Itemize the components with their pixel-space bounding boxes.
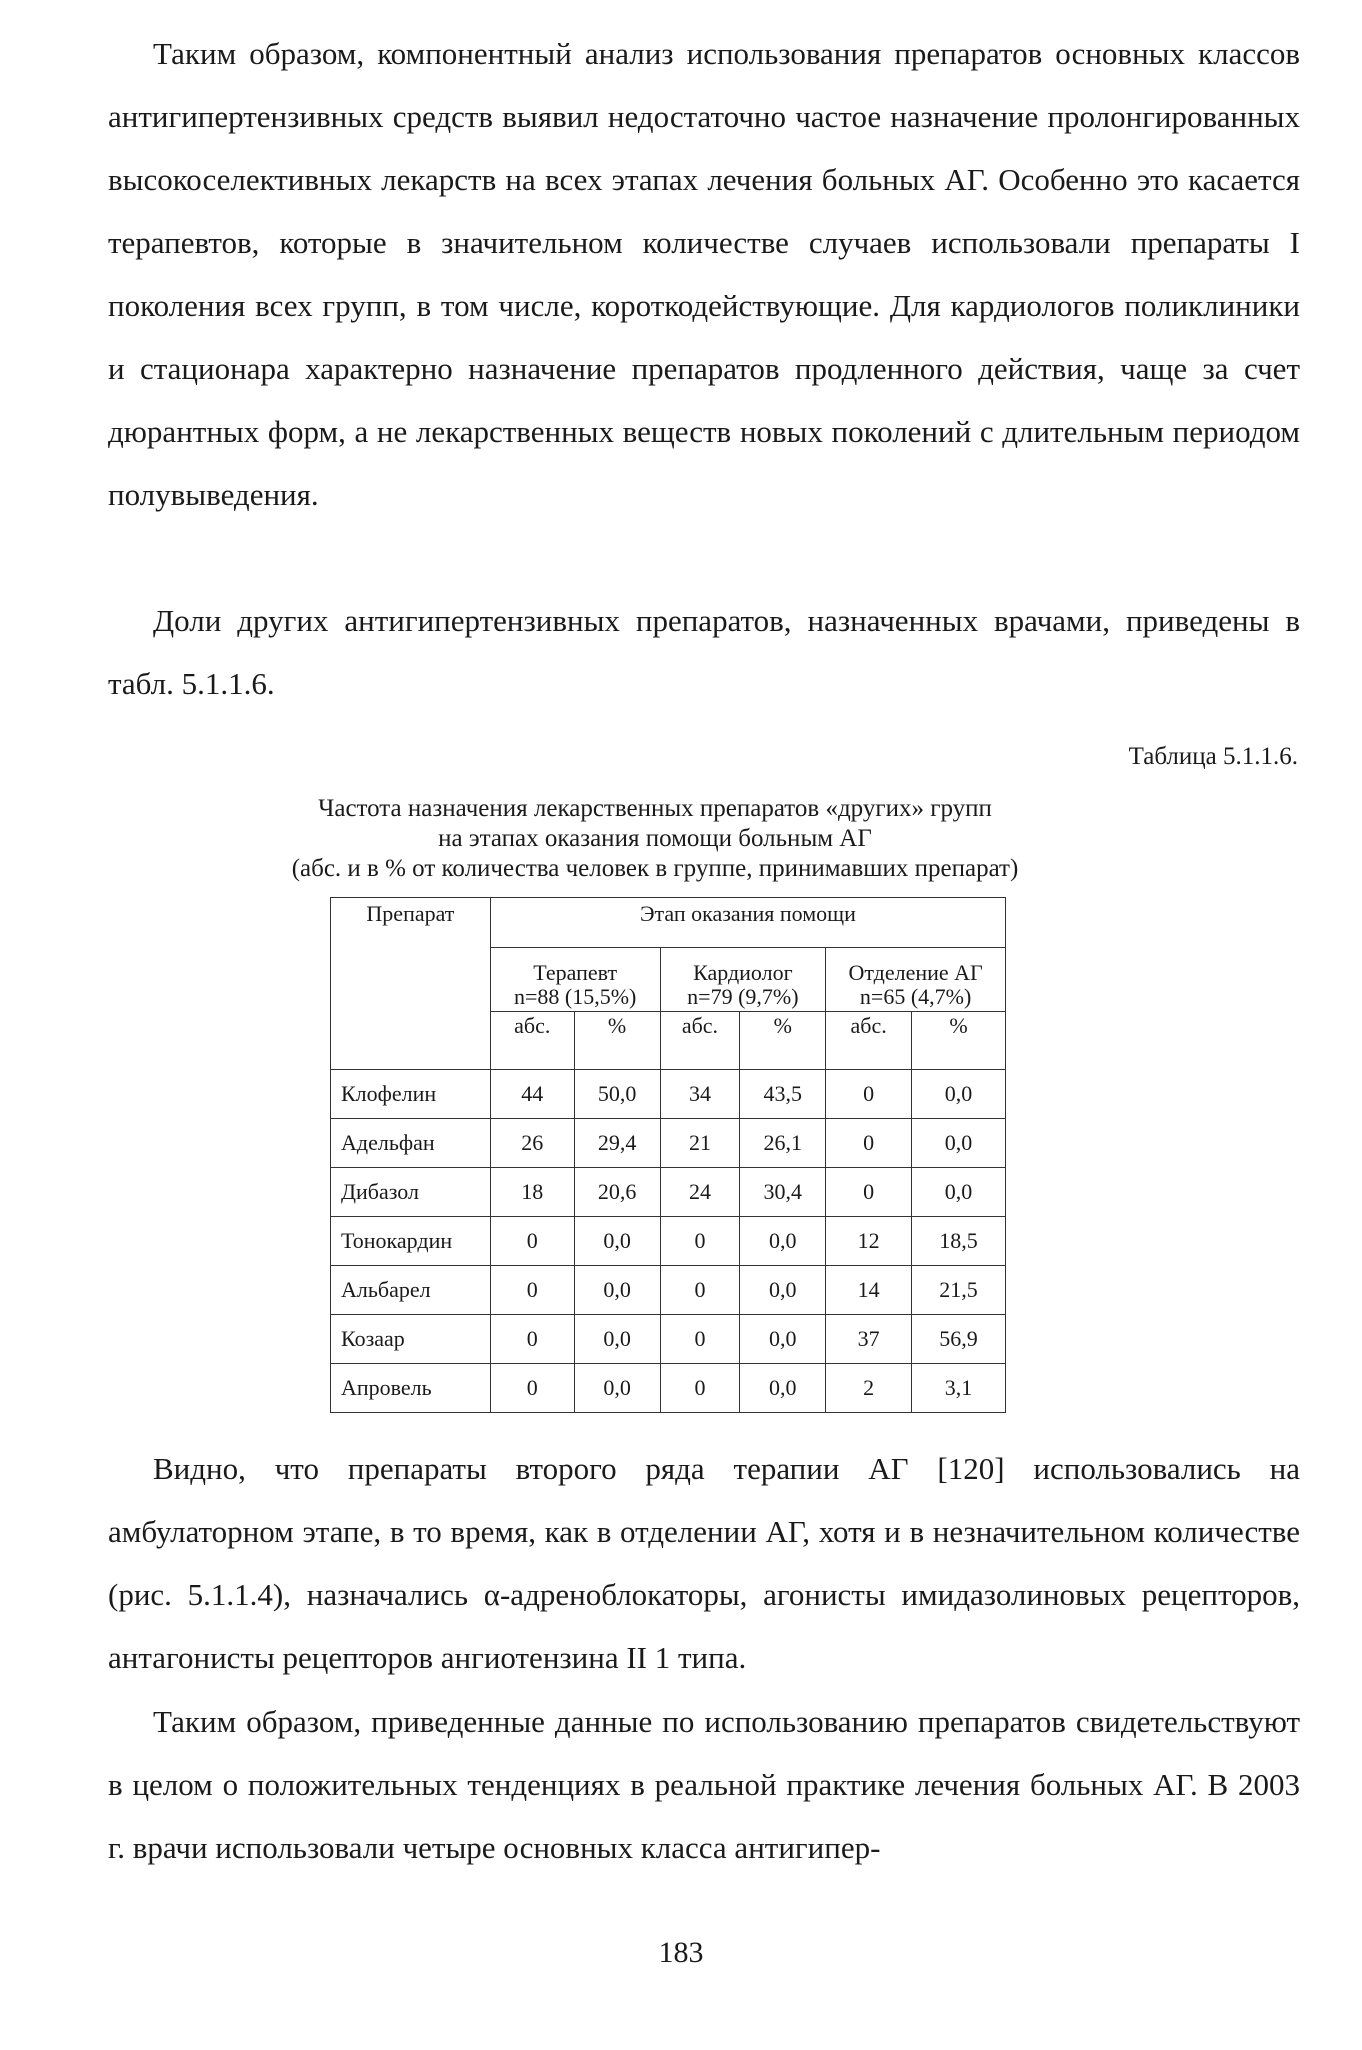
group-name: Терапевт — [533, 960, 618, 985]
table-row — [331, 1070, 1006, 1119]
header-abs: абс. — [826, 1012, 912, 1070]
drug-frequency-table — [330, 897, 1006, 1413]
cell-value: 37 — [826, 1315, 912, 1364]
cell-value: 44 — [490, 1070, 574, 1119]
header-pct: % — [912, 1012, 1006, 1070]
table-row — [331, 1217, 1006, 1266]
cell-value: 34 — [660, 1070, 740, 1119]
group-name: Отделение АГ — [848, 960, 983, 985]
table-label: Таблица 5.1.1.6. — [1128, 743, 1298, 770]
cell-value: 0,0 — [574, 1364, 660, 1413]
cell-value: 0,0 — [574, 1266, 660, 1315]
cell-value: 0,0 — [740, 1217, 826, 1266]
header-drug: Препарат — [331, 898, 491, 1070]
header-pct: % — [740, 1012, 826, 1070]
cell-value: 26,1 — [740, 1119, 826, 1168]
cell-value: 21,5 — [912, 1266, 1006, 1315]
table-row — [331, 1119, 1006, 1168]
cell-value: 30,4 — [740, 1168, 826, 1217]
header-abs: абс. — [490, 1012, 574, 1070]
paragraph-summary-components: Таким образом, компонентный анализ использования препаратов основных классов антигипертензивных средств выявил недостаточно частое назначение пролонгированных высокоселективных лекарств на всех этапах лечения больных АГ. Особенно это касается терапевтов, которые в значительном количестве случаев использовали препараты I поколения всех групп, в том числе, короткодействующие. Для кардиологов поликлиники и стационара характерно назначение препаратов продленного действия, чаще за счет дюрантных форм, а не лекарственных веществ новых поколений с длительным периодом полувыведения. — [108, 36, 1300, 512]
group-n: n=65 (4,7%) — [859, 984, 972, 1009]
cell-value: 12 — [826, 1217, 912, 1266]
cell-value: 0,0 — [740, 1364, 826, 1413]
cell-value: 0,0 — [574, 1217, 660, 1266]
drug-name: Козаар — [331, 1315, 491, 1364]
table-caption — [160, 794, 1150, 884]
table-caption-line: (абс. и в % от количества человек в группе, принимавших препарат) — [291, 855, 1019, 882]
paragraph-other-drugs-intro: Доли других антигипертензивных препаратов, назначенных врачами, приведены в табл. 5.1.1.6. — [108, 603, 1300, 701]
table-caption-line: Частота назначения лекарственных препаратов «других» групп — [318, 795, 992, 822]
header-group-ag-department — [826, 948, 1006, 1012]
drug-name: Дибазол — [331, 1168, 491, 1217]
cell-value: 0,0 — [740, 1266, 826, 1315]
cell-value: 3,1 — [912, 1364, 1006, 1413]
cell-value: 0,0 — [912, 1119, 1006, 1168]
cell-value: 18 — [490, 1168, 574, 1217]
cell-value: 14 — [826, 1266, 912, 1315]
table-row — [331, 1315, 1006, 1364]
cell-value: 0 — [660, 1315, 740, 1364]
cell-value: 0 — [490, 1266, 574, 1315]
cell-value: 0 — [490, 1364, 574, 1413]
cell-value: 0,0 — [912, 1168, 1006, 1217]
cell-value: 24 — [660, 1168, 740, 1217]
cell-value: 0,0 — [912, 1070, 1006, 1119]
cell-value: 43,5 — [740, 1070, 826, 1119]
table-row — [331, 1364, 1006, 1413]
header-group-therapist — [490, 948, 660, 1012]
header-pct: % — [574, 1012, 660, 1070]
page-number: 183 — [658, 1936, 704, 1969]
cell-value: 2 — [826, 1364, 912, 1413]
cell-value: 0,0 — [740, 1315, 826, 1364]
table-row — [331, 1266, 1006, 1315]
drug-name: Альбарел — [331, 1266, 491, 1315]
cell-value: 0 — [490, 1315, 574, 1364]
cell-value: 0 — [660, 1364, 740, 1413]
cell-value: 18,5 — [912, 1217, 1006, 1266]
table-row — [331, 1168, 1006, 1217]
table-caption-line: на этапах оказания помощи больным АГ — [438, 825, 872, 852]
cell-value: 56,9 — [912, 1315, 1006, 1364]
cell-value: 0 — [826, 1070, 912, 1119]
header-stage: Этап оказания помощи — [490, 898, 1005, 948]
drug-name: Клофелин — [331, 1070, 491, 1119]
cell-value: 0 — [826, 1168, 912, 1217]
cell-value: 0 — [826, 1119, 912, 1168]
cell-value: 0 — [490, 1217, 574, 1266]
group-n: n=79 (9,7%) — [687, 984, 799, 1009]
header-group-cardiologist — [660, 948, 826, 1012]
cell-value: 50,0 — [574, 1070, 660, 1119]
paragraph-second-line-drugs: Видно, что препараты второго ряда терапии АГ [120] использовались на амбулаторном этапе, в то время, как в отделении АГ, хотя и в незначительном количестве (рис. 5.1.1.4), назначались α-адреноблокаторы, агонисты имидазолиновых рецепторов, антагонисты рецепторов ангиотензина II 1 типа. — [108, 1451, 1300, 1675]
cell-value: 0,0 — [574, 1315, 660, 1364]
header-abs: абс. — [660, 1012, 740, 1070]
drug-name: Адельфан — [331, 1119, 491, 1168]
cell-value: 21 — [660, 1119, 740, 1168]
drug-name: Апровель — [331, 1364, 491, 1413]
paragraph-conclusion: Таким образом, приведенные данные по использованию препаратов свидетельствуют в целом о положительных тенденциях в реальной практике лечения больных АГ. В 2003 г. врачи использовали четыре основных класса антигипер- — [108, 1704, 1300, 1865]
cell-value: 0 — [660, 1217, 740, 1266]
drug-name: Тонокардин — [331, 1217, 491, 1266]
group-n: n=88 (15,5%) — [513, 984, 637, 1009]
cell-value: 20,6 — [574, 1168, 660, 1217]
cell-value: 26 — [490, 1119, 574, 1168]
group-name: Кардиолог — [693, 960, 793, 985]
cell-value: 29,4 — [574, 1119, 660, 1168]
cell-value: 0 — [660, 1266, 740, 1315]
